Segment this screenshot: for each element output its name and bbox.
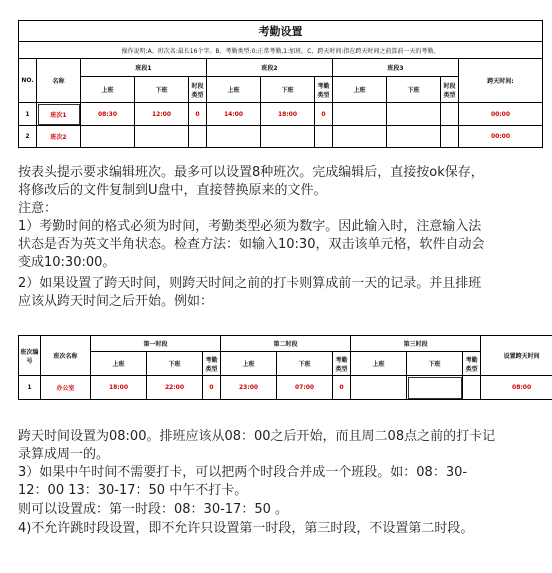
cell-cross[interactable]: 08:00 xyxy=(481,376,552,400)
header-off: 下班 xyxy=(277,352,333,376)
cell-p1-off[interactable]: 22:00 xyxy=(147,376,203,400)
header-on: 上班 xyxy=(221,352,277,376)
header-period1: 班段1 xyxy=(81,59,207,77)
header-on: 上班 xyxy=(207,77,261,103)
cell-p3-off[interactable] xyxy=(387,126,441,148)
cell-p3-type[interactable] xyxy=(441,126,459,148)
cell-p1-off[interactable] xyxy=(135,126,189,148)
header-period3: 第三时段 xyxy=(351,336,481,352)
paragraph: 按表头提示要求编辑班次。最多可以设置8种班次。完成编辑后，直接按ok保存， xyxy=(18,165,484,180)
header-name: 名称 xyxy=(37,59,81,103)
header-period3: 班段3 xyxy=(333,59,459,77)
cell-p1-on[interactable]: 08:30 xyxy=(81,103,135,126)
header-type: 时段类型 xyxy=(189,77,207,103)
header-on: 上班 xyxy=(91,352,147,376)
cell-cross[interactable]: 00:00 xyxy=(459,126,543,148)
sheet-title: 考勤设置 xyxy=(19,21,543,42)
header-off: 下班 xyxy=(387,77,441,103)
header-shift-name: 班次名称 xyxy=(41,336,91,376)
cell-p2-type[interactable] xyxy=(315,126,333,148)
header-no: NO. xyxy=(19,59,37,103)
header-shift-no: 班次编号 xyxy=(19,336,41,376)
cell-p2-on[interactable]: 14:00 xyxy=(207,103,261,126)
cell-p2-type[interactable]: 0 xyxy=(333,376,351,400)
cell-p2-off[interactable]: 07:00 xyxy=(277,376,333,400)
paragraph: 应该从跨天时间之后开始。例如： xyxy=(18,294,214,309)
cell-no[interactable]: 1 xyxy=(19,103,37,126)
header-cross-day: 设置跨天时间 xyxy=(481,336,552,376)
header-on: 上班 xyxy=(351,352,407,376)
header-type: 考勤类型 xyxy=(315,77,333,103)
cell-p3-type[interactable] xyxy=(441,103,459,126)
header-off: 下班 xyxy=(261,77,315,103)
header-type: 考勤类型 xyxy=(203,352,221,376)
header-off: 下班 xyxy=(135,77,189,103)
cell-cross[interactable]: 00:00 xyxy=(459,103,543,126)
attendance-settings-table xyxy=(18,20,543,148)
header-period2: 第二时段 xyxy=(221,336,351,352)
cell-p1-on[interactable] xyxy=(81,126,135,148)
header-type: 时段类型 xyxy=(441,77,459,103)
paragraph: 3）如果中午时间不需要打卡，可以把两个时段合并成一个班段。如：08：30- xyxy=(18,465,468,480)
paragraph: 1）考勤时间的格式必须为时间，考勤类型必须为数字。因此输入时，注意输入法 xyxy=(18,219,482,234)
cell-p2-on[interactable] xyxy=(207,126,261,148)
paragraph: 录算成周一的。 xyxy=(18,447,110,462)
cell-p2-on[interactable]: 23:00 xyxy=(221,376,277,400)
table-row xyxy=(19,126,543,148)
header-period2: 班段2 xyxy=(207,59,333,77)
table-row xyxy=(19,103,543,126)
header-off: 下班 xyxy=(407,352,463,376)
cell-name[interactable]: 办公室 xyxy=(41,376,91,400)
paragraph: 2）如果设置了跨天时间，则跨天时间之前的打卡则算成前一天的记录。并且排班 xyxy=(18,276,482,291)
paragraph: 变成10:30:00。 xyxy=(18,255,116,270)
example-schedule-table xyxy=(18,335,552,400)
cell-p3-on[interactable] xyxy=(333,103,387,126)
header-type: 考勤类型 xyxy=(463,352,481,376)
header-off: 下班 xyxy=(147,352,203,376)
cell-p1-on[interactable]: 18:00 xyxy=(91,376,147,400)
header-on: 上班 xyxy=(81,77,135,103)
paragraph: 则可以设置成：第一时段：08：30-17：50 。 xyxy=(18,502,288,517)
cell-p2-off[interactable] xyxy=(261,126,315,148)
cell-p3-off[interactable] xyxy=(387,103,441,126)
header-type: 考勤类型 xyxy=(333,352,351,376)
cell-no[interactable]: 1 xyxy=(19,376,41,400)
sheet-instruction: 操作说明:A、班次名:最长16个字。B、考勤类型:0:正常考勤,1:加班。C、跨天时间:指在跨天时间之前算前一天的考勤。 xyxy=(19,42,543,59)
header-cross-day: 跨天时间: xyxy=(459,59,543,103)
paragraph: 12：00 13：30-17：50 中午不打卡。 xyxy=(18,483,248,498)
header-on: 上班 xyxy=(333,77,387,103)
cell-name[interactable]: 班次1 xyxy=(37,103,81,126)
cell-p3-type[interactable] xyxy=(463,376,481,400)
header-period1: 第一时段 xyxy=(91,336,221,352)
paragraph: 将修改后的文件复制到U盘中，直接替换原来的文件。 xyxy=(18,183,327,198)
cell-p1-off[interactable]: 12:00 xyxy=(135,103,189,126)
cell-p1-type[interactable] xyxy=(189,126,207,148)
paragraph: 注意： xyxy=(18,201,58,216)
cell-p3-on[interactable] xyxy=(333,126,387,148)
cell-p3-off[interactable] xyxy=(407,376,463,400)
paragraph: 状态是否为英文半角状态。检查方法：如输入10:30，双击该单元格，软件自动会 xyxy=(18,237,485,252)
paragraph: 跨天时间设置为08:00。排班应该从08：00之后开始，而且周二08点之前的打卡记 xyxy=(18,429,496,444)
cell-p2-type[interactable]: 0 xyxy=(315,103,333,126)
cell-p1-type[interactable]: 0 xyxy=(203,376,221,400)
cell-name[interactable]: 班次2 xyxy=(37,126,81,148)
cell-no[interactable]: 2 xyxy=(19,126,37,148)
cell-p2-off[interactable]: 18:00 xyxy=(261,103,315,126)
cell-p3-on[interactable] xyxy=(351,376,407,400)
table-row xyxy=(19,376,552,400)
paragraph: 4)不允许跳时段设置，即不允许只设置第一时段，第三时段，不设置第二时段。 xyxy=(18,521,474,536)
cell-p1-type[interactable]: 0 xyxy=(189,103,207,126)
